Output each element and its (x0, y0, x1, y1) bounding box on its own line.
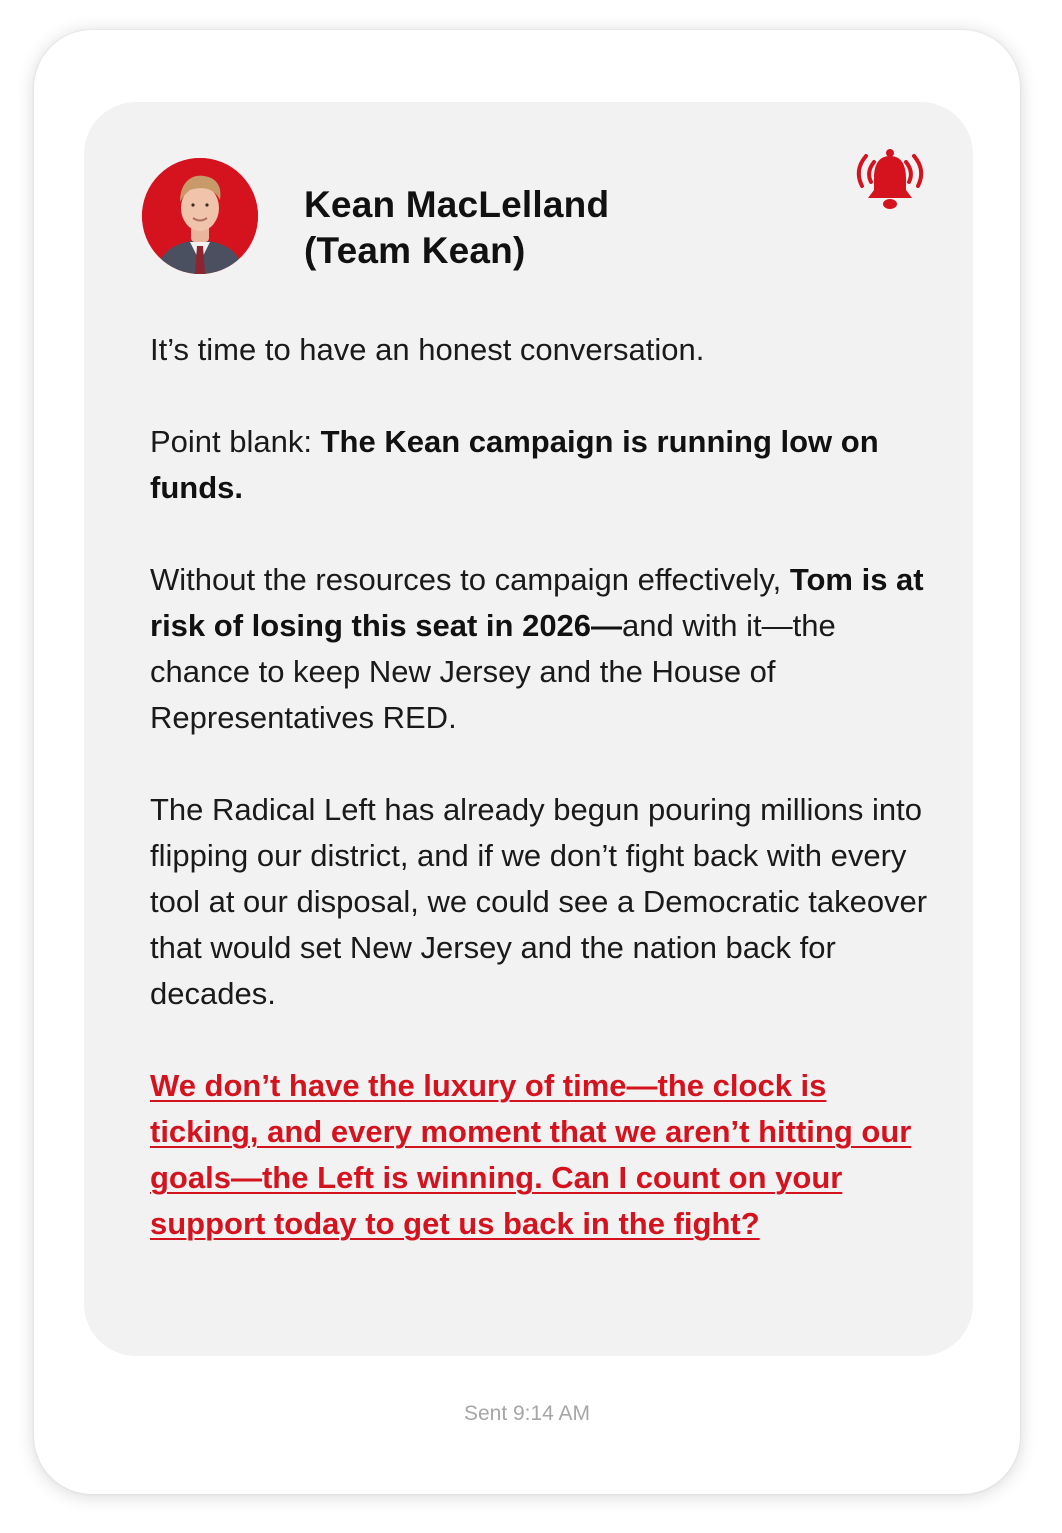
message-body (150, 327, 930, 1293)
sender-name-line1: Kean MacLelland (304, 184, 610, 225)
paragraph-3-tail: and with it—the chance to keep New Jersey and the House of Representatives RED. (150, 608, 836, 735)
cta-paragraph (150, 1063, 930, 1247)
paragraph-1: It’s time to have an honest conversation. (150, 332, 705, 367)
bell-ringing-icon (848, 146, 932, 212)
paragraph-3-lead: Without the resources to campaign effectively, (150, 562, 790, 597)
sender-name-line2: (Team Kean) (304, 230, 526, 271)
donate-link[interactable]: We don’t have the luxury of time—the clock is ticking, and every moment that we aren’t hitting our goals—the Left is winning. Can I count on your support today to get us back in the fight? (150, 1068, 912, 1241)
paragraph-3 (150, 557, 930, 741)
paragraph-2 (150, 419, 930, 511)
sender-name (304, 182, 609, 274)
paragraph-3-bold: Tom is at risk of losing this seat in 2026— (150, 562, 924, 643)
sent-timestamp: Sent 9:14 AM (463, 1402, 591, 1425)
paragraph-4: The Radical Left has already begun pouring millions into flipping our district, and if we don’t fight back with every tool at our disposal, we could see a Democratic takeover that would set New Jersey and the nation back for decades. (150, 792, 928, 1011)
message-card (34, 30, 1020, 1494)
avatar-portrait (142, 158, 258, 274)
paragraph-2-bold: The Kean campaign is running low on funds. (150, 424, 879, 505)
message-bubble (84, 102, 973, 1356)
paragraph-2-lead: Point blank: (150, 424, 321, 459)
avatar (142, 158, 258, 274)
